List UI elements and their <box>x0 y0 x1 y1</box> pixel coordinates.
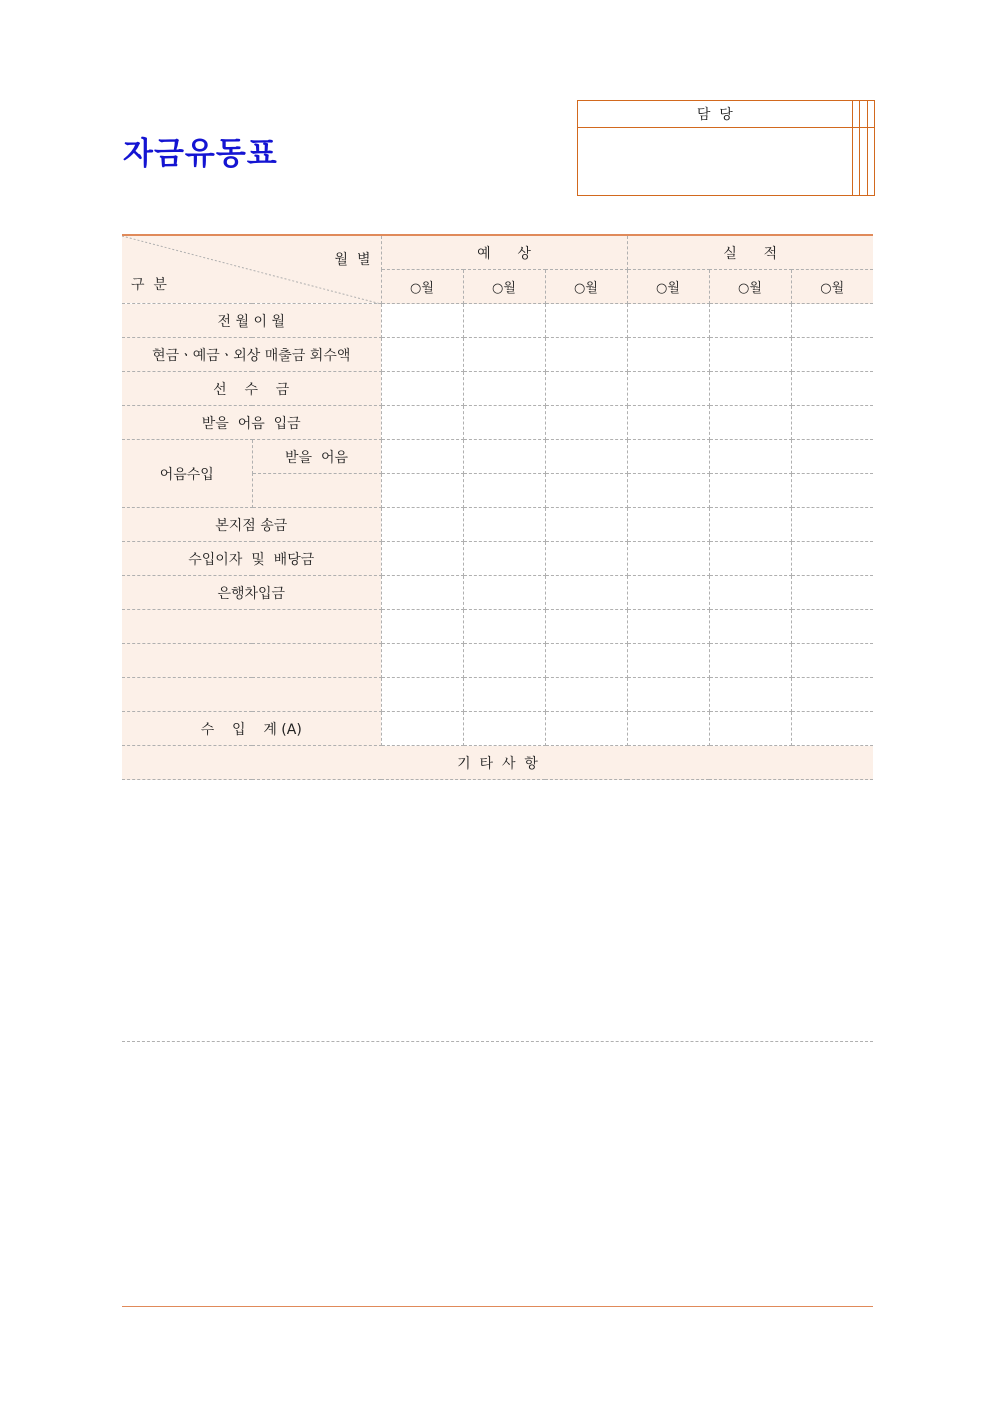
data-cell[interactable] <box>545 576 627 610</box>
data-cell[interactable] <box>709 304 791 338</box>
row-label <box>122 610 381 644</box>
data-cell[interactable] <box>381 338 463 372</box>
data-cell[interactable] <box>381 542 463 576</box>
row-label <box>122 644 381 678</box>
data-cell[interactable] <box>709 576 791 610</box>
forecast-header: 예 상 <box>381 235 627 270</box>
data-cell[interactable] <box>381 712 463 746</box>
data-cell[interactable] <box>627 508 709 542</box>
data-cell[interactable] <box>709 474 791 508</box>
data-cell[interactable] <box>463 440 545 474</box>
table-row <box>122 304 873 338</box>
row-label: 전 월 이 월 <box>122 304 381 338</box>
data-cell[interactable] <box>463 576 545 610</box>
header-corner <box>122 235 381 304</box>
data-cell[interactable] <box>545 304 627 338</box>
data-cell[interactable] <box>627 304 709 338</box>
data-cell[interactable] <box>627 644 709 678</box>
data-cell[interactable] <box>791 474 873 508</box>
data-cell[interactable] <box>381 474 463 508</box>
data-cell[interactable] <box>463 338 545 372</box>
data-cell[interactable] <box>709 440 791 474</box>
table-row <box>122 406 873 440</box>
month-header: ○월 <box>545 270 627 304</box>
data-cell[interactable] <box>627 474 709 508</box>
data-cell[interactable] <box>463 406 545 440</box>
approval-sign-cell[interactable] <box>852 128 859 196</box>
row-sub-label: 받을 어음 <box>252 440 381 474</box>
data-cell[interactable] <box>463 678 545 712</box>
table-row <box>122 610 873 644</box>
corner-month-label: 월 별 <box>334 252 371 268</box>
data-cell[interactable] <box>545 338 627 372</box>
data-cell[interactable] <box>463 644 545 678</box>
data-cell[interactable] <box>381 576 463 610</box>
approval-box <box>577 100 875 196</box>
month-header: ○월 <box>463 270 545 304</box>
cash-flow-table <box>122 234 873 780</box>
table-row <box>122 576 873 610</box>
data-cell[interactable] <box>627 542 709 576</box>
data-cell[interactable] <box>381 440 463 474</box>
data-cell[interactable] <box>381 610 463 644</box>
data-cell[interactable] <box>381 372 463 406</box>
table-row <box>122 372 873 406</box>
data-cell[interactable] <box>545 474 627 508</box>
data-cell[interactable] <box>709 406 791 440</box>
data-cell[interactable] <box>709 712 791 746</box>
data-cell[interactable] <box>463 610 545 644</box>
data-cell[interactable] <box>627 576 709 610</box>
data-cell[interactable] <box>545 372 627 406</box>
approval-header-cell <box>852 101 859 128</box>
data-cell[interactable] <box>791 508 873 542</box>
data-cell[interactable] <box>791 610 873 644</box>
row-label: 본지점 송금 <box>122 508 381 542</box>
data-cell[interactable] <box>791 644 873 678</box>
data-cell[interactable] <box>381 678 463 712</box>
month-header: ○월 <box>709 270 791 304</box>
data-cell[interactable] <box>709 678 791 712</box>
approval-header-cell <box>867 101 874 128</box>
corner-category-label: 구 분 <box>131 277 167 293</box>
approval-sign-cell[interactable] <box>578 128 853 196</box>
row-label <box>122 678 381 712</box>
total-label: 수 입 계 (A) <box>122 712 381 746</box>
data-cell[interactable] <box>627 372 709 406</box>
data-cell[interactable] <box>627 678 709 712</box>
data-cell[interactable] <box>627 610 709 644</box>
approval-sign-cell[interactable] <box>860 128 867 196</box>
data-cell[interactable] <box>463 304 545 338</box>
data-cell[interactable] <box>791 406 873 440</box>
row-group-label: 어음수입 <box>122 440 252 508</box>
data-cell[interactable] <box>381 406 463 440</box>
approval-header: 담 당 <box>578 101 853 128</box>
data-cell[interactable] <box>463 372 545 406</box>
row-sub-label <box>252 474 381 508</box>
data-cell[interactable] <box>381 508 463 542</box>
data-cell[interactable] <box>791 712 873 746</box>
data-cell[interactable] <box>791 304 873 338</box>
data-cell[interactable] <box>463 474 545 508</box>
data-cell[interactable] <box>545 406 627 440</box>
table-row <box>122 712 873 746</box>
data-cell[interactable] <box>545 508 627 542</box>
month-header: ○월 <box>791 270 873 304</box>
month-header: ○월 <box>627 270 709 304</box>
data-cell[interactable] <box>545 610 627 644</box>
data-cell[interactable] <box>791 440 873 474</box>
data-cell[interactable] <box>791 338 873 372</box>
table-row <box>122 644 873 678</box>
data-cell[interactable] <box>627 712 709 746</box>
table-row <box>122 440 873 474</box>
data-cell[interactable] <box>791 678 873 712</box>
data-cell[interactable] <box>545 644 627 678</box>
data-cell[interactable] <box>545 542 627 576</box>
table-row <box>122 542 873 576</box>
month-header: ○월 <box>381 270 463 304</box>
remarks-divider <box>122 1041 873 1042</box>
data-cell[interactable] <box>709 508 791 542</box>
page-title: 자금유동표 <box>123 136 278 172</box>
row-label: 선 수 금 <box>122 372 381 406</box>
table-row <box>122 678 873 712</box>
data-cell[interactable] <box>791 372 873 406</box>
data-cell[interactable] <box>545 712 627 746</box>
approval-sign-cell[interactable] <box>867 128 874 196</box>
row-label: 은행차입금 <box>122 576 381 610</box>
data-cell[interactable] <box>627 440 709 474</box>
data-cell[interactable] <box>545 678 627 712</box>
row-label: 현금ㆍ예금ㆍ외상 매출금 회수액 <box>122 338 381 372</box>
data-cell[interactable] <box>791 542 873 576</box>
row-label: 수입이자 및 배당금 <box>122 542 381 576</box>
data-cell[interactable] <box>627 406 709 440</box>
data-cell[interactable] <box>463 712 545 746</box>
data-cell[interactable] <box>709 338 791 372</box>
data-cell[interactable] <box>791 576 873 610</box>
approval-header-cell <box>860 101 867 128</box>
footer-divider <box>122 1306 873 1307</box>
data-cell[interactable] <box>709 542 791 576</box>
data-cell[interactable] <box>463 508 545 542</box>
data-cell[interactable] <box>709 644 791 678</box>
data-cell[interactable] <box>381 304 463 338</box>
row-label: 받을 어음 입금 <box>122 406 381 440</box>
table-row <box>122 338 873 372</box>
data-cell[interactable] <box>709 372 791 406</box>
data-cell[interactable] <box>463 542 545 576</box>
table-row <box>122 508 873 542</box>
data-cell[interactable] <box>709 610 791 644</box>
data-cell[interactable] <box>627 338 709 372</box>
data-cell[interactable] <box>381 644 463 678</box>
remarks-header: 기 타 사 항 <box>122 746 873 780</box>
actual-header: 실 적 <box>627 235 873 270</box>
data-cell[interactable] <box>545 440 627 474</box>
